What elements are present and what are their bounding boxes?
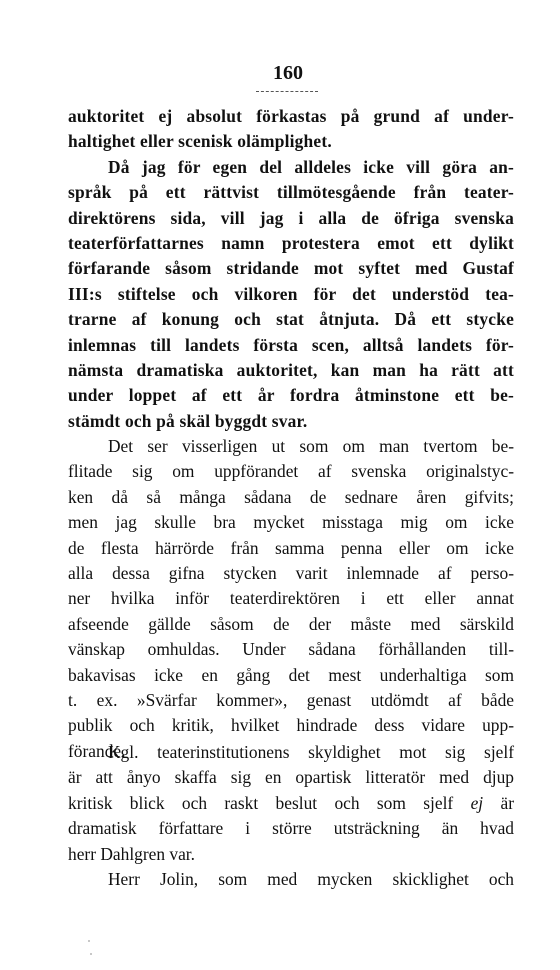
text-line: vänskap omhuldas. Under sådana förhållanden till- xyxy=(68,639,514,660)
text-line: förande. xyxy=(68,740,126,761)
text-line xyxy=(68,867,514,892)
text-line xyxy=(68,791,514,816)
text-line xyxy=(68,816,514,841)
text-line: de flesta härrörde från samma penna eller om icke xyxy=(68,537,514,558)
text-line: men jag skulle bra mycket misstaga mig om icke xyxy=(68,512,514,533)
text-segment: är att ånyo skaffa sig en opartisk litteratör med djup xyxy=(68,767,514,788)
text-segment: kritisk blick och raskt beslut och som sjelf xyxy=(68,792,471,813)
text-segment: Kgl. teaterinstitutionens skyldighet mot sig sjelf xyxy=(108,742,514,762)
text-line: språk på ett rättvist tillmötesgående från teater- xyxy=(68,182,514,203)
text-line: t. ex. »Svärfar kommer», genast utdömdt af både xyxy=(68,689,514,710)
text-line: ner hvilka inför teaterdirektören i ett eller annat xyxy=(68,588,514,609)
text-line: direktörens sida, vill jag i alla de öfriga svenska xyxy=(68,207,514,228)
body-text-bottom xyxy=(68,740,514,892)
text-line: III:s stiftelse och vilkoren för det understöd tea- xyxy=(68,283,514,304)
text-line xyxy=(68,765,514,790)
page-number-rule xyxy=(256,91,318,92)
text-line: bakavisas icke en gång det mest underhaltiga som xyxy=(68,664,514,685)
text-line: haltighet eller scenisk olämplighet. xyxy=(68,131,332,152)
text-segment: Herr Jolin, som med mycken skicklighet och xyxy=(108,868,514,889)
text-line: trarne af konung och stat åtnjuta. Då ett stycke xyxy=(68,309,514,330)
text-line: inlemnas till landets första scen, alltså landets för- xyxy=(68,334,514,355)
text-line: afseende gällde såsom de der måste med särskild xyxy=(68,613,514,634)
text-line: publik och kritik, hvilket hindrade dess vidare upp- xyxy=(68,715,514,736)
text-line: Det ser visserligen ut som om man tvertom be- xyxy=(108,436,514,457)
text-line: stämdt och på skäl byggdt svar. xyxy=(68,410,308,431)
italic-word: ej xyxy=(470,792,484,813)
text-segment: dramatisk författare i större utsträckning än hvad xyxy=(68,818,514,839)
text-segment: herr Dahlgren var. xyxy=(68,843,195,864)
text-line: förfarande såsom stridande mot syftet med Gustaf xyxy=(68,258,514,279)
body-text-top xyxy=(68,104,514,764)
text-line: alla dessa gifna stycken varit inlemnade af perso- xyxy=(68,563,514,584)
text-line: ken då så många sådana de sednare åren gifvits; xyxy=(68,486,514,507)
text-segment: är xyxy=(483,792,515,813)
text-line: Då jag för egen del alldeles icke vill göra an- xyxy=(108,156,514,177)
page-number: 160 xyxy=(273,62,303,84)
text-line xyxy=(68,842,514,867)
text-line: flitade sig om uppförandet af svenska originalstyc- xyxy=(68,461,514,482)
text-line: nämsta dramatiska auktoritet, kan man ha rätt att xyxy=(68,359,514,380)
text-line: auktoritet ej absolut förkastas på grund af under- xyxy=(68,106,514,126)
paper-speck xyxy=(88,940,90,942)
text-line: teaterförfattarnes namn protestera emot ett dylikt xyxy=(68,232,514,253)
text-line xyxy=(68,740,514,765)
paper-speck xyxy=(90,953,92,955)
text-line: under loppet af ett år fordra åtminstone ett be- xyxy=(68,385,514,406)
